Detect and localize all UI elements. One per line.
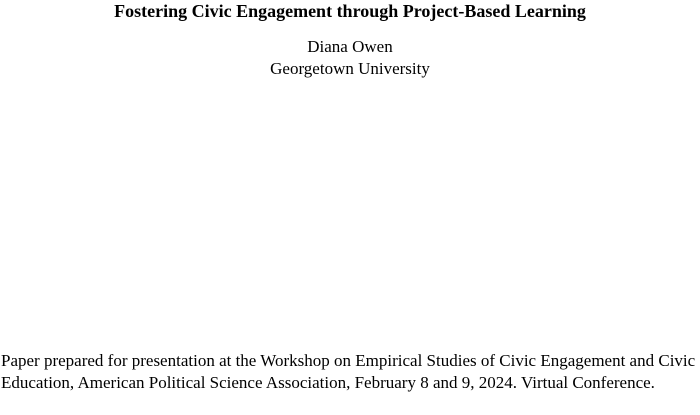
author-block: [0, 36, 700, 80]
author-affiliation: Georgetown University: [270, 59, 430, 78]
paper-title: Fostering Civic Engagement through Project-Based Learning: [114, 1, 586, 21]
presentation-note: Paper prepared for presentation at the Workshop on Empirical Studies of Civic Engagement and Civic Education, American Political Science Association, February 8 and 9, 2024. Virtual Conference.: [1, 351, 696, 392]
author-name: Diana Owen: [307, 37, 393, 56]
